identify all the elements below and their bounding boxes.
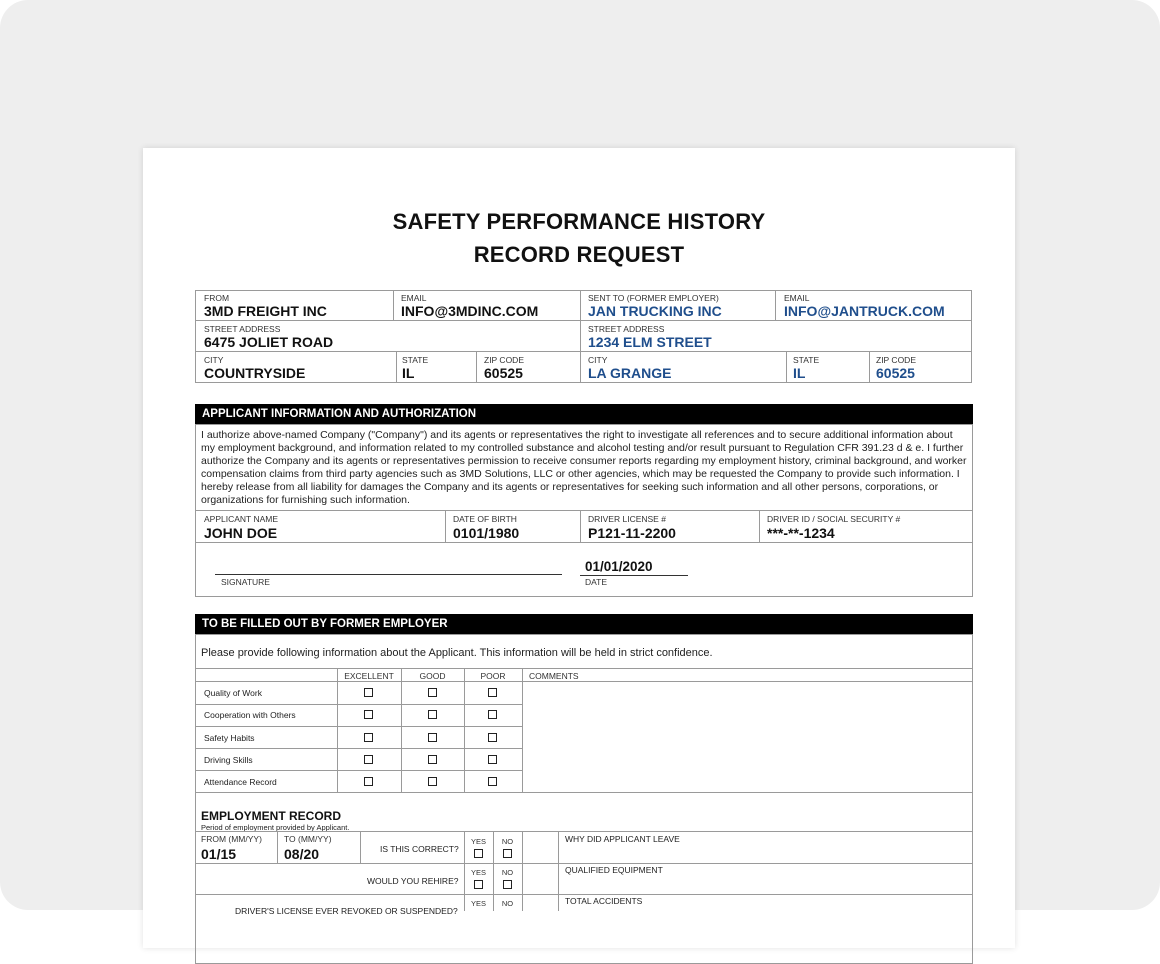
applicant-section-header: APPLICANT INFORMATION AND AUTHORIZATION [195, 404, 973, 424]
from-email-label: EMAIL [401, 293, 427, 303]
employment-row-top [195, 831, 973, 832]
checkbox-attendance-poor[interactable] [488, 777, 497, 786]
rating-row-line-2 [195, 726, 522, 727]
from-date-label: FROM (MM/YY) [201, 834, 262, 844]
yes-label-3: YES [470, 899, 486, 908]
to-company: JAN TRUCKING INC [588, 303, 722, 319]
employment-divider-v5 [522, 831, 523, 911]
authorization-text: I authorize above-named Company ("Company") and its agents or representatives the right to investigate all references and to secure additional information about my employment background, and information related to my controlled substance and alcohol testing and/or result pursuant to Regulation CFR 391.23 d & e. I further authorize the Company and its agents or representatives permission to receive consumer reports regarding my employment history, criminal background, and worker compensation claims from third party agencies such as 3MD Solutions, LLC or other agencies, which may be requested the Company to provide such information. I hereby release from all liability for damages the Company and its agents or representatives for seeking such information and all other persons, corporations, or organizations for furnishing such information. [201, 429, 967, 506]
applicant-name: JOHN DOE [204, 525, 278, 541]
signature-line[interactable] [215, 574, 562, 575]
rating-row-line-1 [195, 704, 522, 705]
from-street: 6475 JOLIET ROAD [204, 334, 334, 350]
from-company: 3MD FREIGHT INC [204, 303, 327, 319]
to-date-label: TO (MM/YY) [284, 834, 332, 844]
equipment-label: QUALIFIED EQUIPMENT [565, 865, 663, 875]
q-license-label: DRIVER'S LICENSE EVER REVOKED OR SUSPENDED? [235, 906, 458, 916]
to-zip: 60525 [876, 365, 915, 381]
ssn-value: ***-**-1234 [767, 525, 835, 541]
document-page [143, 148, 1015, 948]
rating-header-bottom [195, 681, 973, 682]
address-divider-v2 [775, 290, 776, 320]
employer-intro: Please provide following information about the Applicant. This information will be held in strict confidence. [201, 647, 713, 659]
from-zip-label: ZIP CODE [484, 355, 524, 365]
no-label-2: NO [501, 868, 514, 877]
checkbox-quality-excellent[interactable] [364, 688, 373, 697]
signature-date: 01/01/2020 [585, 559, 653, 574]
to-label: SENT TO (FORMER EMPLOYER) [588, 293, 719, 303]
checkbox-rehire-yes[interactable] [474, 880, 483, 889]
to-street-label: STREET ADDRESS [588, 324, 665, 334]
to-state-label: STATE [793, 355, 820, 365]
address-center-divider [580, 290, 581, 383]
from-street-label: STREET ADDRESS [204, 324, 281, 334]
rating-label-cooperation: Cooperation with Others [204, 710, 296, 720]
rating-col-v1 [337, 668, 338, 793]
address-divider-v6 [869, 351, 870, 383]
q-correct-label: IS THIS CORRECT? [380, 844, 459, 854]
address-divider-v5 [786, 351, 787, 383]
applicant-divider-v2 [580, 510, 581, 542]
to-email: INFO@JANTRUCK.COM [784, 303, 945, 319]
employment-record-title: EMPLOYMENT RECORD [201, 809, 342, 823]
dob-value: 0101/1980 [453, 525, 520, 541]
from-state: IL [402, 365, 415, 381]
checkbox-attendance-good[interactable] [428, 777, 437, 786]
dob-label: DATE OF BIRTH [453, 514, 517, 524]
yes-label-2: YES [470, 868, 486, 877]
address-divider-v4 [476, 351, 477, 383]
checkbox-safety-poor[interactable] [488, 733, 497, 742]
signature-label: SIGNATURE [221, 577, 270, 587]
why-leave-label: WHY DID APPLICANT LEAVE [565, 834, 680, 844]
col-good: GOOD [419, 671, 446, 681]
no-label-3: NO [501, 899, 514, 908]
checkbox-cooperation-excellent[interactable] [364, 710, 373, 719]
to-email-label: EMAIL [784, 293, 810, 303]
employment-divider-v1 [277, 831, 278, 863]
rating-row-line-4 [195, 770, 522, 771]
col-poor: POOR [480, 671, 506, 681]
rating-label-driving: Driving Skills [204, 755, 253, 765]
employment-row-line-1 [195, 863, 973, 864]
applicant-divider-v1 [445, 510, 446, 542]
checkbox-quality-good[interactable] [428, 688, 437, 697]
to-city: LA GRANGE [588, 365, 672, 381]
to-city-label: CITY [588, 355, 608, 365]
from-zip: 60525 [484, 365, 523, 381]
rating-row-line-3 [195, 748, 522, 749]
rating-label-attendance: Attendance Record [204, 777, 277, 787]
from-city: COUNTRYSIDE [204, 365, 306, 381]
address-divider-v1 [393, 290, 394, 320]
employment-divider-v2 [360, 831, 361, 863]
rating-col-v4 [522, 668, 523, 793]
from-date: 01/15 [201, 846, 237, 862]
to-zip-label: ZIP CODE [876, 355, 916, 365]
employer-section-header: TO BE FILLED OUT BY FORMER EMPLOYER [195, 614, 973, 634]
checkbox-driving-excellent[interactable] [364, 755, 373, 764]
col-comments: COMMENTS [529, 671, 579, 681]
employment-divider-v6 [558, 831, 559, 911]
rating-col-v2 [401, 668, 402, 793]
no-label-1: NO [501, 837, 514, 846]
from-state-label: STATE [402, 355, 429, 365]
q-rehire-label: WOULD YOU REHIRE? [367, 876, 459, 886]
checkbox-driving-good[interactable] [428, 755, 437, 764]
to-street: 1234 ELM STREET [588, 334, 712, 350]
checkbox-attendance-excellent[interactable] [364, 777, 373, 786]
col-excellent: EXCELLENT [344, 671, 394, 681]
date-line [580, 575, 688, 576]
accidents-label: TOTAL ACCIDENTS [565, 896, 643, 906]
employment-record-subtitle: Period of employment provided by Applicant. [201, 823, 350, 832]
applicant-divider-2 [195, 542, 973, 543]
address-divider-2 [195, 351, 972, 352]
to-state: IL [793, 365, 806, 381]
checkbox-cooperation-poor[interactable] [488, 710, 497, 719]
employment-row-line-2 [195, 894, 973, 895]
checkbox-correct-yes[interactable] [474, 849, 483, 858]
rating-label-safety: Safety Habits [204, 733, 255, 743]
checkbox-correct-no[interactable] [503, 849, 512, 858]
yes-label-1: YES [470, 837, 486, 846]
from-label: FROM [204, 293, 230, 303]
license-value: P121-11-2200 [588, 525, 676, 541]
form-title-line1: SAFETY PERFORMANCE HISTORY [392, 209, 766, 234]
rating-header-top [195, 668, 973, 669]
applicant-name-label: APPLICANT NAME [204, 514, 279, 524]
checkbox-cooperation-good[interactable] [428, 710, 437, 719]
license-label: DRIVER LICENSE # [588, 514, 666, 524]
address-divider-v3 [396, 351, 397, 383]
from-email: INFO@3MDINC.COM [401, 303, 539, 319]
to-date: 08/20 [284, 846, 320, 862]
form-title-line2: RECORD REQUEST [473, 242, 685, 267]
checkbox-quality-poor[interactable] [488, 688, 497, 697]
checkbox-safety-excellent[interactable] [364, 733, 373, 742]
ssn-label: DRIVER ID / SOCIAL SECURITY # [767, 514, 901, 524]
from-city-label: CITY [204, 355, 224, 365]
checkbox-safety-good[interactable] [428, 733, 437, 742]
checkbox-rehire-no[interactable] [503, 880, 512, 889]
checkbox-driving-poor[interactable] [488, 755, 497, 764]
applicant-divider-v3 [759, 510, 760, 542]
date-label: DATE [585, 577, 608, 587]
rating-table-bottom [195, 792, 973, 793]
address-divider-1 [195, 320, 972, 321]
rating-label-quality: Quality of Work [204, 688, 262, 698]
applicant-divider-1 [195, 510, 973, 511]
rating-col-v3 [464, 668, 465, 793]
